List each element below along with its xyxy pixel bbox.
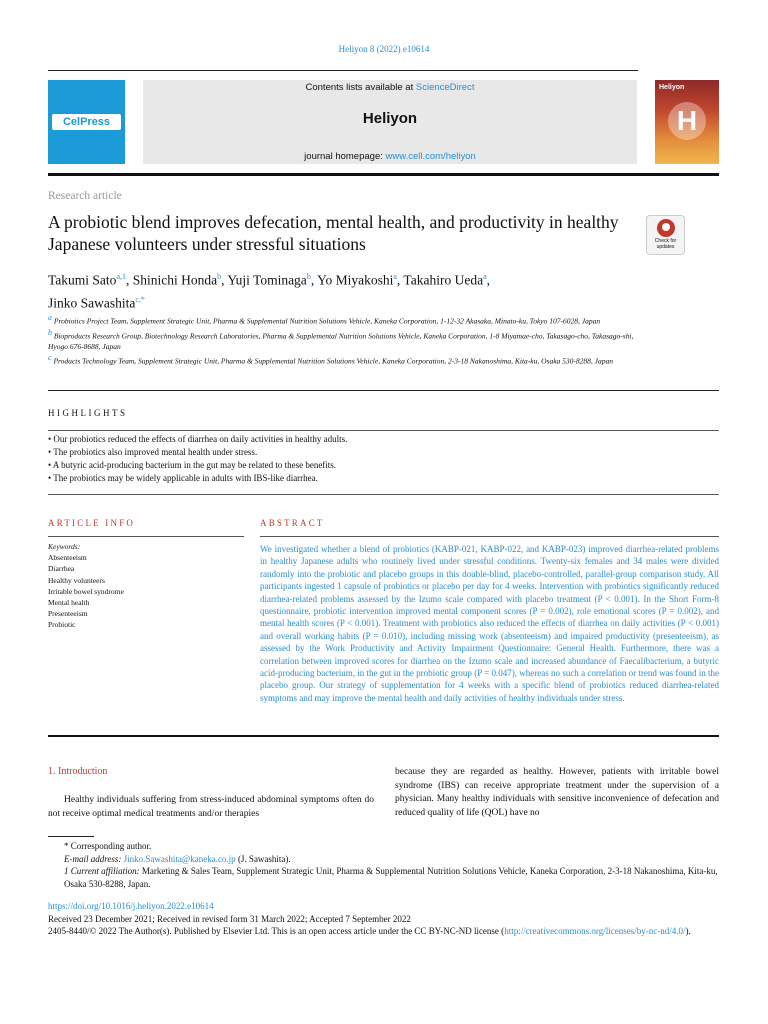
author-name[interactable]: Yo Miyakoshi — [317, 272, 394, 288]
publication-info — [48, 900, 719, 938]
author-affiliation-mark[interactable]: a — [393, 272, 397, 281]
article-title: A probiotic blend improves defecation, mental health, and productivity in healthy Japanese volunteers under stressful situations — [48, 212, 619, 254]
article-type-label: Research article — [48, 190, 122, 202]
highlight-item: • A butyric acid-producing bacterium in the gut may be related to these benefits. — [48, 460, 337, 470]
sciencedirect-link[interactable]: ScienceDirect — [415, 82, 475, 93]
author-affiliation-mark[interactable]: a — [483, 272, 487, 281]
homepage-link[interactable]: www.cell.com/heliyon — [385, 151, 476, 162]
author-name[interactable]: Yuji Tominaga — [227, 272, 307, 288]
intro-paragraph-right: because they are regarded as healthy. However, patients with irritable bowel syndrome (IBS) can receive appropriate treatment under the supervision of a physician. Many healthy individuals with sensitive inconvenience of defecation and reduced quality of life (QOL) have no — [395, 767, 719, 818]
author-name[interactable]: Shinichi Honda — [132, 272, 218, 288]
author-name[interactable]: Takahiro Ueda — [403, 272, 484, 288]
affiliation-item: $^b$ Bioproducts Research Group, Biotechnology Research Laboratories, Pharma & Supplemental Nutrition Solutions Vehicle, Kaneka Corporation, 1-8 Miyamae-cho, Takasago-cho, Takasago-shi, Hyogo 676-8688, Japan — [48, 327, 634, 351]
highlight-item: • Our probiotics reduced the effects of diarrhea on daily activities in healthy adults. — [48, 434, 348, 444]
divider — [48, 390, 719, 391]
divider — [48, 494, 719, 495]
affiliation-item: $^a$ Probiotics Project Team, Supplement Strategic Unit, Pharma & Supplemental Nutrition Solutions Vehicle, Kaneka Corporation, 1-12-32 Akasaka, Minato-ku, Tokyo 107-6028, Japan — [48, 313, 601, 326]
keyword-item: Probiotic — [48, 620, 76, 630]
keyword-item: Presenteeism — [48, 609, 88, 619]
section-heading-introduction: 1. Introduction — [48, 766, 108, 777]
author-list: Takumi Sato$^{a,1}$, Shinichi Honda$^b$, Yuji Tominaga$^b$, Yo Miyakoshi$^a$, Takahiro Ueda$^a$, Jinko Sawashita$^{c,*}$ — [48, 272, 491, 310]
doi-link[interactable]: https://doi.org/10.1016/j.heliyon.2022.e10614 — [48, 901, 214, 911]
highlights-heading: HIGHLIGHTS — [48, 408, 128, 418]
author-name[interactable]: Jinko Sawashita — [48, 295, 136, 310]
highlight-item: • The probiotics may be widely applicable in adults with IBS-like diarrhea. — [48, 473, 318, 483]
cellpress-logo-text: CelPress — [52, 114, 121, 130]
check-updates-label: Check for updates — [654, 238, 677, 250]
affiliation-item: $^c$ Products Technology Team, Supplement Strategic Unit, Pharma & Supplemental Nutrition Solutions Vehicle, Kaneka Corporation, 2-3-18 Nakanoshima, Kita-ku, Osaka 530-8288, Japan — [48, 353, 613, 366]
affiliations — [48, 312, 638, 367]
highlight-item: • The probiotics also improved mental health under stress. — [48, 447, 258, 457]
divider — [260, 536, 719, 537]
abstract-heading: ABSTRACT — [260, 518, 325, 528]
author-affiliation-mark[interactable]: c,* — [135, 294, 145, 304]
journal-name: Heliyon — [362, 110, 418, 127]
check-updates-icon — [657, 219, 675, 237]
keyword-item: Absenteeism — [48, 553, 87, 563]
email-link[interactable]: Jinko.Sawashita@kaneka.co.jp — [123, 853, 236, 864]
divider — [48, 430, 719, 431]
cellpress-logo — [48, 80, 125, 164]
article-info-heading: ARTICLE INFO — [48, 518, 136, 528]
divider — [48, 536, 244, 537]
cover-title: Heliyon — [659, 84, 685, 91]
journal-cover-image — [655, 80, 719, 164]
journal-homepage: journal homepage: www.cell.com/heliyon — [304, 151, 476, 162]
author-affiliation-mark[interactable]: a,1 — [116, 272, 126, 281]
abstract-divider — [48, 735, 719, 737]
keyword-item: Mental health — [48, 598, 90, 608]
keyword-item: Diarrhea — [48, 564, 75, 574]
author-affiliation-mark[interactable]: b — [306, 272, 311, 281]
abstract-text: We investigated whether a blend of probiotics (KABP-021, KABP-022, and KABP-023) improved diarrhea-related problems in healthy Japanese adults who routinely lived under stressful conditions. Twenty-six females and 34 males were divided randomly into the probiotic and placebo groups in this double-blind, placebo-controlled, parallel-group comparison study. All participants ingested 1 capsule of probiotics or placebo per day for 4 weeks. Intervention with probiotics significantly reduced diarrhea-related problems assessed by the Izumo scale compared with placebo treatment (P < 0.001). In the Short Form-8 questionnaire, probiotic intervention improved mental component scores (P = 0.002), role emotional scores (P = 0.002), and mental health scores (P < 0.001). Treatment with probiotics also reduced the effects of diarrhea on daily activities (P < 0.001) and overall working habits (P = 0.010), including missing work (absenteeism) and impaired productivity (presenteeism), as assessed by the Work Productivity and Activity Impairment Questionnaire: General Health. Furthermore, there was a correlation between improved scores for diarrhea on the Izumo scale and increased abundance of Faecalibacterium, a butyric acid-producing bacterium, in the gut in the probiotic group (P = 0.047), whereas no such a correlation or trend was found in the placebo group. Our strategy of supplementation for 4 weeks with a specific blend of probiotics reduced diarrhea-related symptoms and may improve the mental health and daily activities of healthy individuals under stress. — [260, 544, 719, 703]
contents-available: Contents lists available at ScienceDirect — [305, 82, 475, 93]
email-note: E-mail address: Jinko.Sawashita@kaneka.co.jp (J. Sawashita). — [64, 853, 291, 864]
journal-header-panel — [143, 80, 637, 164]
check-for-updates-button[interactable] — [646, 215, 685, 255]
author-name[interactable]: Takumi Sato — [48, 272, 117, 288]
keyword-item: Healthy volunteers — [48, 575, 105, 585]
keywords-list — [48, 541, 244, 631]
journal-reference-link[interactable]: Heliyon 8 (2022) e10614 — [338, 44, 430, 54]
license-link[interactable]: http://creativecommons.org/licenses/by-nc-nd/4.0/ — [504, 926, 686, 936]
top-divider — [48, 70, 638, 71]
cover-logo: H — [668, 102, 706, 140]
keywords-label: Keywords: — [48, 542, 81, 551]
intro-paragraph-left: Healthy individuals suffering from stress-induced abdominal symptoms often do not receive optimal medical treatments and/or therapies — [48, 795, 374, 819]
current-affiliation-note: 1 Current affiliation: Marketing & Sales Team, Supplement Strategic Unit, Pharma & Supplemental Nutrition Solutions Vehicle, Kaneka Corporation, 2-3-18 Nakanoshima, Kita-ku, Osaka 530-8288, Japan. — [64, 866, 718, 889]
license-note: 2405-8440/© 2022 The Author(s). Published by Elsevier Ltd. This is an open access article under the CC BY-NC-ND license (http://creativecommons.org/licenses/by-nc-nd/4.0/). — [48, 926, 691, 936]
corresponding-author-note: * Corresponding author. — [64, 841, 152, 851]
author-affiliation-mark[interactable]: b — [217, 272, 222, 281]
keyword-item: Irritable bowel syndrome — [48, 586, 124, 596]
publication-dates: Received 23 December 2021; Received in revised form 31 March 2022; Accepted 7 September 2022 — [48, 913, 411, 924]
footnotes — [48, 840, 719, 890]
header-divider — [48, 173, 719, 176]
footnote-divider — [48, 836, 94, 837]
highlights-list — [48, 433, 719, 485]
